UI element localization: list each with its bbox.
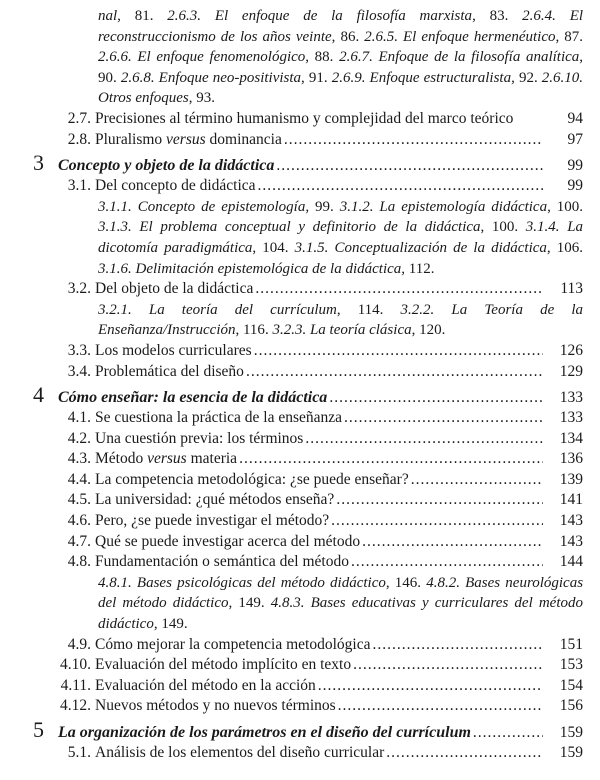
section-entry[interactable] [0,532,600,553]
section-title [95,429,303,450]
dot-leader [239,449,543,470]
section-title [95,552,349,573]
subsection-number: 3.1.6. [98,260,132,277]
chapter-number: 5 [33,717,44,742]
subsection-title: Concepto de epistemología [137,198,306,215]
subsection-page: 81 [134,8,150,24]
subsection-page: 99 [315,198,331,215]
section-number: 4.10. [60,656,91,674]
page-number: 153 [559,656,583,674]
subsection-number: 3.2.3. [272,322,307,339]
title-text: Qué se puede investigar acerca del método [95,532,361,550]
subsection-number: 2.6.4. [522,8,556,24]
section-title [95,532,360,553]
subsection-title: El enfoque hermenéutico [403,28,556,45]
subsection-title: El problema conceptual y definitorio de la didáctica [139,219,481,236]
dot-leader [318,676,543,697]
subsection-number: 3.2.2. [400,301,435,318]
page-number: 126 [559,341,583,359]
section-number: 3.3. [67,341,91,359]
dot-leader [336,490,543,511]
title-emphasis: versus [147,450,187,468]
title-text: Una cuestión previa: los términos [95,429,304,447]
title-text: Cómo mejorar la competencia metodológica [95,635,371,653]
dot-leader [338,696,543,717]
title-text: La organización de los parámetros en el diseño del currículum [58,724,471,741]
subsection-page: 100 [491,219,515,236]
section-title [95,176,256,197]
section-entry[interactable] [0,362,600,383]
subsection-title: El reconstruccionismo de los años veinte [98,8,584,45]
subsection-title: El enfoque de la filosofía marxista [214,8,473,24]
chapter-number: 4 [33,382,44,408]
page-number: 143 [559,512,583,530]
dot-leader [255,279,543,300]
title-emphasis: versus [166,130,206,148]
section-title [95,511,329,532]
section-entry[interactable] [0,341,600,362]
subsection-number: 2.6.5. [364,28,398,45]
subsection-title: La dicotomía paradigmática [98,219,584,256]
subsection-number: 3.1.2. [339,198,374,215]
section-number: 4.8. [67,553,91,571]
page-number: 113 [560,280,583,298]
section-entry[interactable] [0,655,600,676]
page-number: 141 [559,491,583,509]
subsection-title: La epistemología didáctica [379,198,548,215]
chapter-entry[interactable] [0,717,600,743]
page-number: 97 [567,130,583,148]
section-title [95,341,252,362]
table-of-contents [0,6,600,764]
subsection-title: Bases neurológicas del método didáctico [98,574,584,612]
subsection-page: 83 [489,8,505,24]
title-text: Se cuestiona la práctica de la enseñanza [95,409,343,427]
subsection-page: 106 [556,239,580,256]
title-text: Los modelos curriculares [95,341,252,359]
subsection-title: Delimitación epistemológica de la didáctica [135,260,402,277]
subsection-number: 2.6.6. [98,49,132,66]
section-title [95,635,370,656]
subsection-number: 3.1.3. [98,219,132,236]
dot-leader [386,743,543,764]
section-number: 4.11. [60,676,91,694]
subsection-page: 104 [262,239,285,256]
section-title [95,490,334,511]
subsection-title: Enfoque estructuralista [369,69,512,86]
title-text: Cómo enseñar: la esencia de la didáctica [58,389,328,407]
section-entry[interactable] [0,429,600,450]
dot-leader [284,130,543,151]
section-entry[interactable] [0,635,600,656]
page-number: 134 [559,429,583,447]
subsection-page: 91 [308,69,324,86]
section-entry[interactable] [0,552,600,573]
page-number: 139 [559,470,583,488]
section-number: 3.2. [67,280,91,298]
subsection-page: 87 [564,28,580,45]
title-text: Evaluación del método implícito en texto [95,656,352,674]
title-text: Problemática del diseño [95,362,244,380]
chapter-entry[interactable] [0,382,600,408]
title-text: Pero, ¿se puede investigar el método? [95,512,330,530]
subsection-page: 114 [357,301,380,318]
subsection-number: 2.6.8. [120,69,155,86]
section-entry[interactable] [0,743,600,764]
subsection-number: 2.6.3. [167,8,202,24]
dot-leader [362,532,543,553]
chapter-number: 3 [33,150,44,176]
page-number: 133 [559,389,583,407]
subsection-number: 2.6.10. [541,69,584,86]
section-entry[interactable] [0,676,600,697]
section-entry[interactable] [0,470,600,491]
title-text: Precisiones al término humanismo y complejidad del marco teórico [95,109,514,127]
section-title [95,696,336,717]
subsection-title: La teoría clásica [309,322,412,339]
dot-leader [344,408,543,429]
subsection-page: 90 [98,69,113,86]
section-entry[interactable] [0,449,600,470]
subsection-title: nal [98,8,118,24]
subsection-list: 4.8.1. Bases psicológicas del método didáctico, 146. 4.8.2. Bases neurológicas del método didáctico, 149. 4.8.3. Bases educativas y curriculares del método didáctico, 149. [98,574,584,633]
title-text: Fundamentación o semántica del método [95,553,349,571]
subsection-title: La teoría del currículum [148,301,337,318]
section-number: 2.7. [67,109,91,127]
title-text: Análisis de los elementos del diseño curricular [95,744,385,761]
title-text: La competencia metodológica: ¿se puede enseñar? [95,470,409,488]
section-number: 4.6. [67,512,91,530]
subsection-page: 116 [242,322,265,339]
title-text: Nuevos métodos y no nuevos términos [95,697,336,715]
section-number: 4.5. [67,491,91,509]
title-text: Pluralismo [95,130,167,148]
section-number: 4.4. [67,470,91,488]
subsection-list: 3.1.1. Concepto de epistemología, 99. 3.1.2. La epistemología didáctica, 100. 3.1.3. El problema conceptual y definitorio de la didáctica, 100. 3.1.4. La dicotomía paradigmática, 104. 3.1.5. Conceptualización de la didáctica, 106. 3.1.6. Delimitación epistemológica de la didáctica, 112. [98,198,584,277]
dot-leader [411,470,543,491]
dot-leader [246,362,543,383]
page-number: 94 [567,109,583,127]
section-title [95,470,409,491]
subsection-title: Otros enfoques [98,90,189,107]
dot-leader [305,429,543,450]
section-title [95,408,342,429]
subsection-number: 2.6.7. [339,49,373,66]
subsection-number: 3.1.4. [525,219,560,236]
page-number: 143 [559,532,583,550]
subsection-title: Enfoque de la filosofía analítica [378,49,580,66]
subsection-page: 149 [161,616,184,633]
section-entry[interactable] [0,130,600,151]
section-number: 3.1. [67,177,91,195]
section-number: 3.4. [67,362,91,380]
subsection-page: 100 [556,198,580,215]
subsection-number: 4.8.2. [426,574,460,591]
title-text: Método [95,450,148,468]
subsection-number: 2.6.9. [331,69,366,86]
page-number: 99 [567,157,583,175]
subsection-title: El enfoque fenomenológico [137,49,306,66]
page-number: 151 [559,635,583,653]
page-number: 159 [559,744,583,761]
section-entry[interactable] [0,511,600,532]
section-number: 4.9. [67,635,91,653]
subsection-number: 3.2.1. [98,301,132,318]
title-text: Del concepto de didáctica [95,177,256,195]
title-text: materia [186,450,238,468]
section-entry[interactable] [0,279,600,300]
subsection-page: 93 [196,90,212,107]
section-title [95,743,384,764]
subsection-title: Conceptualización de la didáctica [334,239,547,256]
section-title [95,109,513,130]
section-number: 4.3. [67,450,91,468]
subsection-page: 120 [419,322,442,339]
page-number: 133 [559,409,583,427]
section-number: 4.7. [67,532,91,550]
section-title [95,279,253,300]
subsection-page: 88 [314,49,330,66]
section-entry[interactable] [0,176,600,197]
section-number: 5.1. [67,744,91,761]
section-number: 2.8. [67,130,91,148]
subsection-number: 3.1.5. [294,239,329,256]
dot-leader [353,655,543,676]
section-title [95,449,237,470]
page-number: 144 [559,553,583,571]
subsection-number: 3.1.1. [98,198,132,215]
subsection-page: 92 [518,69,534,86]
section-number: 4.1. [67,409,91,427]
section-title [95,655,351,676]
dot-leader [258,176,543,197]
section-number: 4.12. [60,697,91,715]
subsection-page: 112 [408,260,431,277]
chapter-entry[interactable] [0,150,600,176]
subsection-title: Bases educativas y curriculares del método didáctico [98,595,583,633]
title-text: Evaluación del método en la acción [95,676,316,694]
subsection-list: 3.2.1. La teoría del currículum, 114. 3.2.2. La Teoría de la Enseñanza/Instrucción, 116. 3.2.3. La teoría clásica, 120. [98,301,583,339]
title-text: dominancia [205,130,282,148]
title-text: Del objeto de la didáctica [95,280,254,298]
title-text: La universidad: ¿qué métodos enseña? [95,491,335,509]
subsection-number: 4.8.1. [98,574,132,591]
dot-leader [372,635,543,656]
page-number: 99 [567,177,583,195]
page-number: 156 [559,697,583,715]
page-number: 136 [559,450,583,468]
section-entry[interactable] [0,408,600,429]
subsection-title: Bases psicológicas del método didáctico [136,574,386,591]
title-text: Concepto y objeto de la didáctica [58,157,275,175]
section-entry[interactable] [0,490,600,511]
section-entry[interactable] [0,696,600,717]
subsection-number: 4.8.3. [270,595,305,612]
dot-leader [254,341,543,362]
page-number: 129 [559,362,583,380]
page-number: 159 [559,724,583,741]
subsection-page: 149 [238,595,261,612]
subsection-page: 146 [394,574,418,591]
dot-leader [351,552,543,573]
subsection-title: La Teoría de la Enseñanza/Instrucción [98,301,583,339]
dot-leader [331,511,543,532]
section-title [95,130,282,151]
subsection-title: Enfoque neo-positivista [158,69,302,86]
subsection-page: 86 [340,28,356,45]
section-title [95,676,316,697]
section-entry[interactable] [0,109,600,130]
page-number: 154 [559,676,583,694]
section-number: 4.2. [67,429,91,447]
subsection-list: nal, 81. 2.6.3. El enfoque de la filosofía marxista, 83. 2.6.4. El reconstruccionismo de los años veinte, 86. 2.6.5. El enfoque hermenéutico, 87. 2.6.6. El enfoque fenomenológico, 88. 2.6.7. Enfoque de la filosofía analítica, 90. 2.6.8. Enfoque neo-positivista, 91. 2.6.9. Enfoque estructuralista, 92. 2.6.10. Otros enfoques, 93. [98,8,584,107]
section-title [95,362,244,383]
